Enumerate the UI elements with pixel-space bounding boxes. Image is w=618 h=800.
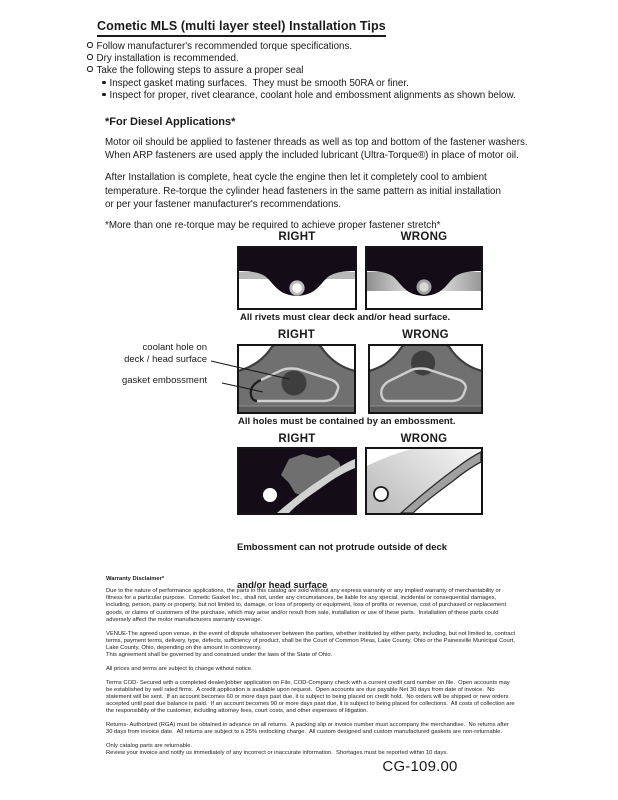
embossment-caption: Embossment can not protrude outside of deck and/or head surface <box>237 542 448 591</box>
coolant-hole-label: deck / head surface <box>124 353 207 365</box>
wrong-label: WRONG <box>400 231 448 243</box>
warranty-disclaimer-section <box>106 576 516 764</box>
diesel-paragraph-2: After Installation is complete, heat cycle the engine then let it completely cool to ambient temperature. Re-torque the cylinder head fasteners in the same pattern as initial installation or per your fastener manufacturer's recommendations. <box>105 172 501 210</box>
gasket-embossment-label: gasket embossment <box>121 375 207 386</box>
tip-text: Inspect gasket mating surfaces. They must be smooth 50RA or finer. <box>109 77 409 89</box>
right-label: RIGHT <box>277 329 316 341</box>
wrong-label: WRONG <box>402 329 449 341</box>
figure-row-rivets <box>0 228 618 328</box>
tip-item <box>87 41 516 53</box>
prices-line: All prices and terms are subject to change without notice. <box>106 665 253 672</box>
diesel-paragraph-1: Motor oil should be applied to fastener threads as well as top and bottom of the fastener washers. When ARP fasteners are used apply the included lubricant (Ultra-Torque®) in place of motor oil. <box>105 137 528 162</box>
diesel-heading: *For Diesel Applications* <box>105 116 236 128</box>
tip-text: Follow manufacturer's recommended torque specifications. <box>96 41 353 52</box>
hole-caption: All holes must be contained by an embossment. <box>238 416 456 427</box>
diesel-applications-section <box>105 116 528 232</box>
figure-row-holes <box>0 328 618 440</box>
tip-text: Inspect for proper, rivet clearance, coolant hole and embossment alignments as shown below. <box>109 89 516 101</box>
open-bullet-icon <box>87 66 93 72</box>
rivet-right-diagram <box>237 246 357 310</box>
governing-law-line: This agreement shall be governed by and construed under the laws of the State of Ohio. <box>106 652 333 659</box>
wrong-label: WRONG <box>400 433 448 445</box>
page-title: Cometic MLS (multi layer steel) Installation Tips <box>97 19 386 37</box>
filled-bullet-icon <box>102 81 106 85</box>
page-number: CG-109.00 <box>382 758 458 775</box>
tip-item <box>87 53 516 65</box>
tip-text: Dry installation is recommended. <box>96 53 239 65</box>
tip-sub-item <box>87 90 516 102</box>
warranty-paragraph: Due to the nature of performance applications, the parts in this catalog are sold without any express warranty or any implied warranty of merchantability or fitness for a particular purpose. Cometic Gasket Inc., shall not, under any circumstances, be liable for any special, incidental or consequential damages, including, person, party or property, but not limited to, damage, or loss of property or equipment, loss of profits or revenue, cost of purchased or replacement goods, or claims of customers of the purchase, which may arise and/or result from sale, installation or use of these parts. Installation of these parts could adversely affect the motor manufacturers warranty coverage. <box>106 588 508 623</box>
tip-item <box>87 65 516 77</box>
terms-paragraph: Terms COD- Secured with a completed dealer/jobber application on File, COD-Company check with a current credit card number on file. Open accounts may be established by well rated firms. A credit application is available upon request. Open accounts are due payable Net 30 days from date of invoice. No statement will be sent. If an account becomes 60 or more days past due, it is subject to being placed on credit hold. No orders will be shipped or new orders accepted until past due balance is paid. If an account becomes 90 or more days past due, it is subject to being placed for collections. All costs of collection are the responsibility of the customer, including attorney fees, court costs, and other expenses of litigation. <box>106 679 517 715</box>
tip-sub-item <box>87 78 516 90</box>
warranty-heading: Warranty Disclaimer* <box>106 576 165 582</box>
coolant-hole-label: coolant hole on <box>142 342 207 353</box>
rivet-caption: All rivets must clear deck and/or head surface. <box>240 312 451 323</box>
open-bullet-icon <box>87 54 93 60</box>
right-label: RIGHT <box>278 433 316 445</box>
retorque-note: *More than one re-torque may be required to achieve proper fastener stretch* <box>105 220 441 232</box>
installation-tips-list <box>87 41 516 102</box>
embossment-right-diagram <box>237 447 357 515</box>
figure-annotations <box>55 342 207 387</box>
catalog-parts-line: Only catalog parts are returnable. <box>106 742 193 749</box>
rivet-wrong-diagram <box>365 246 483 310</box>
hole-right-diagram <box>237 344 356 414</box>
hole-wrong-diagram <box>368 344 483 414</box>
venue-paragraph: VENUE-The agreed upon venue, in the event of dispute whatsoever between the parties, whether instituted by either party, including, but not limited to, contract terms, payment terms, delivery, type, defects, sufficiency of product, shall be the Court of Common Pleas, Lake County, Ohio or the Painesville Municipal Court, Lake County, Ohio, depending on the amount in controversy. <box>106 630 517 651</box>
right-label: RIGHT <box>278 231 316 243</box>
filled-bullet-icon <box>102 93 106 97</box>
review-invoice-line: Review your invoice and notify us immediately of any incorrect or inaccurate information. Shortages must be reported within 10 days. <box>106 750 448 757</box>
open-bullet-icon <box>87 42 93 48</box>
returns-paragraph: Returns- Authorized (RGA) must be obtained in advance on all returns. A packing slip or invoice number must accompany the merchandise. No returns after 30 days from invoice date. All returns are subject to a 25% restocking charge. All custom designed and custom manufactured gaskets are non-returnable. <box>106 722 511 736</box>
tip-text: Take the following steps to assure a proper seal <box>96 65 304 77</box>
embossment-wrong-diagram <box>365 447 483 515</box>
